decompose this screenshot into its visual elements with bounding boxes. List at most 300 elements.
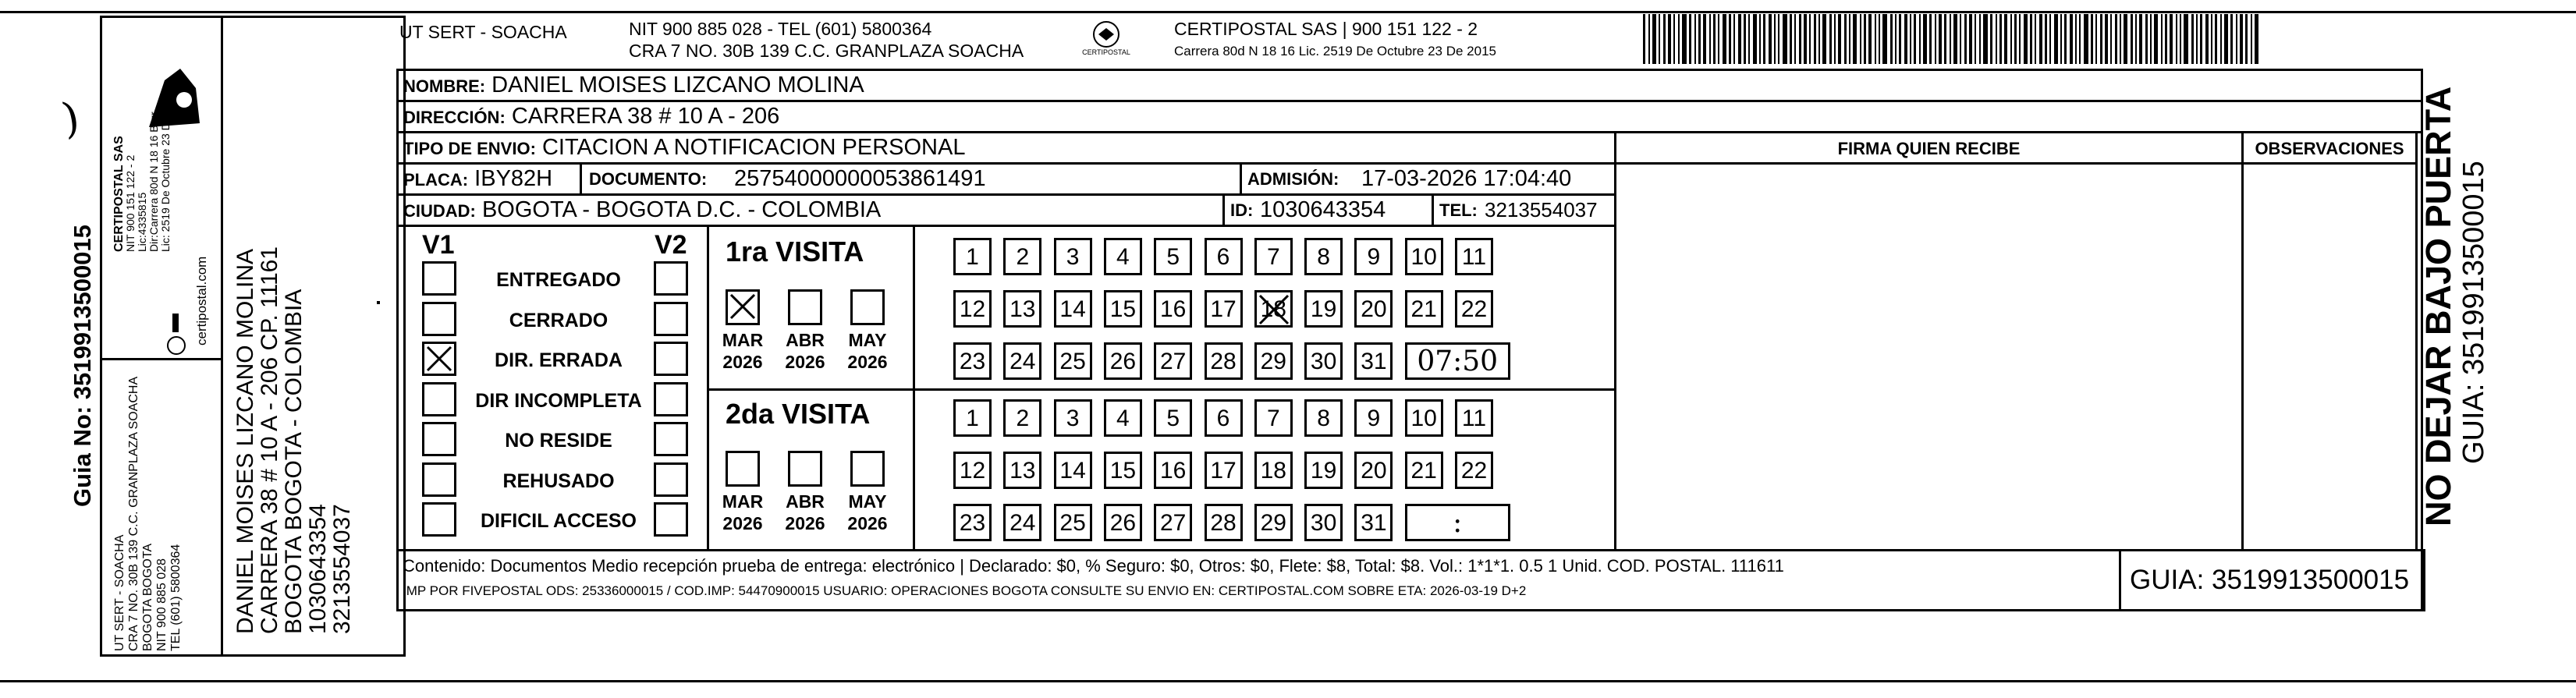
barcode-bar (2091, 14, 2093, 64)
barcode-bar (2075, 14, 2077, 64)
barcode-bar (1729, 14, 1731, 64)
day-box[interactable] (1003, 399, 1041, 437)
day-box[interactable] (1104, 238, 1142, 275)
tipo-label: TIPO DE ENVIO: (403, 139, 536, 158)
day-number: 6 (1216, 406, 1230, 431)
day-box[interactable] (1254, 238, 1293, 275)
barcode-bar (1979, 14, 1981, 64)
month-checkbox[interactable] (788, 451, 822, 487)
check-x-icon (729, 293, 756, 320)
day-box[interactable] (1405, 290, 1443, 328)
barcode-bar (2196, 14, 2198, 64)
stub-hline (102, 358, 221, 360)
barcode-bar (1875, 14, 1876, 64)
barcode-bar (2105, 14, 2108, 64)
placa-value: IBY82H (474, 166, 553, 191)
day-number: 25 (1059, 349, 1086, 374)
barcode-bar (2170, 14, 2173, 64)
time-box[interactable] (1405, 342, 1510, 380)
barcode-bar (2110, 14, 2112, 64)
day-box[interactable] (1154, 399, 1192, 437)
day-number: 2 (1016, 244, 1030, 270)
day-box[interactable] (1154, 290, 1192, 328)
barcode-bar (1990, 14, 1992, 64)
day-number: 9 (1367, 406, 1381, 431)
barcode-bar (1673, 14, 1675, 64)
barcode-bar (2251, 14, 2252, 64)
day-number: 1 (966, 244, 979, 270)
stub-divider (221, 18, 223, 654)
row-nombre (399, 71, 2421, 102)
month-checkbox[interactable] (850, 289, 885, 325)
day-number: 31 (1361, 510, 1387, 536)
day-box[interactable] (1154, 342, 1192, 380)
stub-block (100, 16, 406, 657)
day-number: 10 (1410, 244, 1437, 270)
day-box[interactable] (1405, 238, 1443, 275)
header-sender: UT SERT - SOACHA (399, 22, 567, 42)
admision-divider (1240, 165, 1242, 196)
barcode-bar (1923, 14, 1927, 64)
barcode-bar (1778, 14, 1779, 64)
status-option-label: DIR. ERRADA (495, 349, 623, 371)
stub-sender-line: BOGOTA BOGOTA (141, 543, 154, 651)
day-box[interactable] (1455, 452, 1493, 489)
day-box[interactable] (953, 238, 992, 275)
day-box[interactable] (953, 504, 992, 541)
firma-label: FIRMA QUIEN RECIBE (1837, 139, 2021, 158)
certipostal-lines (113, 108, 172, 252)
day-box[interactable] (1304, 399, 1343, 437)
header-company-line2: Carrera 80d N 18 16 Lic. 2519 De Octubre 23 De 2015 (1174, 44, 1496, 58)
barcode-bar (2150, 14, 2152, 64)
day-number: 17 (1210, 296, 1237, 322)
day-number: 24 (1009, 349, 1036, 374)
admision-label: ADMISIÓN: (1247, 169, 1339, 189)
day-box[interactable] (953, 290, 992, 328)
day-box[interactable] (1254, 504, 1293, 541)
day-box[interactable] (1104, 342, 1142, 380)
barcode-bar (1678, 14, 1680, 64)
day-box[interactable] (1003, 342, 1041, 380)
day-box[interactable] (1455, 290, 1493, 328)
barcode-bar (1774, 14, 1776, 64)
day-number: 24 (1009, 510, 1036, 536)
v1-label: V1 (422, 230, 455, 260)
barcode-bar (2184, 14, 2188, 64)
barcode-bar (1879, 14, 1880, 64)
day-number: 15 (1109, 296, 1137, 322)
status-v1-checkbox[interactable] (422, 502, 456, 537)
barcode-bar (1960, 14, 1961, 64)
day-box[interactable] (1054, 342, 1092, 380)
day-box[interactable] (1354, 290, 1393, 328)
barcode-bar (2161, 14, 2163, 64)
stub-web: certipostal.com (194, 256, 209, 345)
barcode-bar (1668, 14, 1671, 64)
barcode-bar (2049, 14, 2051, 64)
month-label: MAR (722, 330, 764, 350)
day-box[interactable] (1354, 504, 1393, 541)
stub-sender-line: CRA 7 NO. 30B 139 C.C. GRANPLAZA SOACHA (127, 376, 140, 651)
month-label: MAY (848, 330, 887, 350)
month-checkbox[interactable] (726, 451, 760, 487)
barcode-bar (2165, 14, 2167, 64)
footer-line1: Contenido: Documentos Medio recepción prueba de entrega: electrónico | Declarado: $0, % Seguro: $0, Otros: $0, Flete: $8, Total: $8. Vol.: 1*1*1. 0.5 1 Unid. COD. POSTAL. 111611 (403, 556, 1784, 576)
day-number: 2 (1016, 406, 1030, 431)
barcode-bar (2236, 14, 2237, 64)
footer-guia: GUIA: 3519913500015 (2130, 565, 2410, 595)
barcode-bar (2060, 14, 2062, 64)
day-box[interactable] (1254, 290, 1293, 328)
barcode-bar (1804, 14, 1807, 64)
placa-label: PLACA: (403, 170, 469, 190)
time-value: 07:50 (1417, 345, 1499, 377)
id-value: 1030643354 (1260, 197, 1386, 222)
day-box[interactable] (1154, 504, 1192, 541)
barcode-bar (1935, 14, 1936, 64)
documento-label: DOCUMENTO: (589, 169, 708, 189)
barcode-bar (2024, 14, 2028, 64)
month-year: 2026 (722, 513, 763, 533)
day-box[interactable] (1054, 452, 1092, 489)
day-number: 18 (1260, 458, 1286, 484)
barcode-bar (1964, 14, 1967, 64)
barcode-bar (2255, 14, 2258, 64)
check-x-icon (426, 345, 452, 372)
logo-text: CERTIPOSTAL (1082, 48, 1130, 56)
day-number: 21 (1410, 458, 1437, 484)
direccion-value: CARRERA 38 # 10 A - 206 (511, 104, 780, 129)
barcode-bar (1829, 14, 1832, 64)
barcode-bar (1648, 14, 1650, 64)
day-box[interactable] (1254, 399, 1293, 437)
barcode-bar (2120, 14, 2121, 64)
day-box[interactable] (1104, 452, 1142, 489)
documento-value: 25754000000053861491 (734, 166, 986, 191)
visit-month-divider (913, 227, 915, 549)
day-number: 8 (1317, 244, 1330, 270)
day-number: 23 (959, 349, 986, 374)
day-box[interactable] (1304, 452, 1343, 489)
visit-divider (709, 388, 1614, 391)
barcode-bar (1914, 14, 1916, 64)
status-v1-checkbox[interactable] (422, 261, 456, 296)
barcode-bar (1860, 14, 1861, 64)
status-option-label: DIFICIL ACCESO (480, 510, 637, 532)
day-box[interactable] (1205, 290, 1243, 328)
stub-recipient-line: DANIEL MOISES LIZCANO MOLINA (232, 249, 258, 634)
row-tipo (399, 133, 1614, 165)
status-v2-checkbox[interactable] (654, 342, 688, 376)
barcode-bar (2191, 14, 2194, 64)
day-box[interactable] (1205, 452, 1243, 489)
month-year: 2026 (847, 513, 888, 533)
admision-value: 17-03-2026 17:04:40 (1361, 166, 1572, 191)
day-number: 30 (1310, 349, 1337, 374)
status-v1-checkbox[interactable] (422, 462, 456, 497)
barcode-bar (1999, 14, 2002, 64)
day-number: 6 (1216, 244, 1230, 270)
day-number: 14 (1059, 458, 1086, 484)
barcode-bar (1703, 14, 1706, 64)
barcode-bar (1748, 14, 1750, 64)
day-box[interactable] (1354, 342, 1393, 380)
day-number: 7 (1266, 244, 1280, 270)
top-rule (0, 11, 2576, 13)
day-number: 26 (1109, 510, 1137, 536)
day-number: 29 (1260, 349, 1286, 374)
status-v2-checkbox[interactable] (654, 261, 688, 296)
day-box[interactable] (1205, 238, 1243, 275)
guia-no-vertical: Guia No: 3519913500015 (69, 225, 96, 507)
day-number: 25 (1059, 510, 1086, 536)
barcode-bar (2240, 14, 2243, 64)
day-number: 11 (1461, 244, 1487, 270)
tipo-value: CITACION A NOTIFICACION PERSONAL (541, 135, 966, 160)
status-v2-checkbox[interactable] (654, 422, 688, 456)
day-box[interactable] (1205, 342, 1243, 380)
stub-cert-line: Lic: 2519 De Octubre 23 De 2 (159, 107, 172, 252)
barcode-bar (2004, 14, 2007, 64)
day-number: 19 (1310, 458, 1337, 484)
barcode-bar (2224, 14, 2228, 64)
barcode-bar (2211, 14, 2212, 64)
month-checkbox[interactable] (850, 451, 885, 487)
ciudad-value: BOGOTA - BOGOTA D.C. - COLOMBIA (481, 197, 882, 222)
barcode-bar (1834, 14, 1836, 64)
barcode-bar (1868, 14, 1872, 64)
barcode-bar (1763, 14, 1765, 64)
status-v1-checkbox[interactable] (422, 382, 456, 416)
firma-column (1614, 133, 1616, 549)
barcode-bar (1794, 14, 1796, 64)
barcode-bar (2154, 14, 2158, 64)
barcode-bar (1910, 14, 1911, 64)
footer-line2: IMP POR FIVEPOSTAL ODS: 25336000015 / COD.IMP: 54470900015 USUARIO: OPERACIONES BOGOTA CONSULTE SU ENVIO EN: CERTIPOSTAL.COM SOBRE ETA: 2026-03-19 D+2 (403, 583, 1527, 598)
day-box[interactable] (1054, 504, 1092, 541)
day-box[interactable] (1154, 452, 1192, 489)
day-number: 13 (1009, 458, 1036, 484)
id-label: ID: (1230, 200, 1254, 220)
stub-recipient-line: BOGOTA BOGOTA - COLOMBIA (281, 289, 307, 634)
barcode-bar (1996, 14, 1997, 64)
day-box[interactable] (953, 399, 992, 437)
barcode-bar (1895, 14, 1897, 64)
status-option-label: NO RESIDE (505, 430, 612, 452)
barcode-bar (2054, 14, 2058, 64)
day-number: 22 (1460, 296, 1488, 322)
visit1-title: 1ra VISITA (726, 236, 864, 268)
day-box[interactable] (1304, 290, 1343, 328)
day-box[interactable] (1104, 290, 1142, 328)
day-box[interactable] (953, 452, 992, 489)
barcode-bar (1652, 14, 1656, 64)
stub-small-logo-icon (165, 310, 188, 357)
tel-label: TEL: (1439, 200, 1478, 220)
day-number: 7 (1266, 406, 1280, 431)
day-box[interactable] (1003, 290, 1041, 328)
barcode (1641, 14, 2266, 64)
day-number: 13 (1009, 296, 1036, 322)
status-v1-checkbox[interactable] (422, 302, 456, 336)
barcode-bar (2230, 14, 2233, 64)
barcode-bar (1983, 14, 1988, 64)
time-box[interactable] (1405, 504, 1510, 541)
observaciones-label: OBSERVACIONES (2255, 139, 2404, 158)
stub-sender-line: NIT 900 885 028 (155, 558, 169, 651)
visit2-title: 2da VISITA (726, 398, 871, 430)
status-option-label: CERRADO (509, 309, 609, 331)
day-box[interactable] (1205, 399, 1243, 437)
barcode-bar (1849, 14, 1850, 64)
barcode-bar (2145, 14, 2148, 64)
barcode-bar (1838, 14, 1841, 64)
barcode-bar (1950, 14, 1951, 64)
firma-header-line (1614, 162, 2418, 165)
month-checkbox[interactable] (726, 289, 760, 325)
status-v2-checkbox[interactable] (654, 302, 688, 336)
barcode-bar (1744, 14, 1746, 64)
day-box[interactable] (1104, 504, 1142, 541)
time-value: : (1453, 507, 1463, 539)
day-box[interactable] (953, 342, 992, 380)
barcode-bar (1659, 14, 1660, 64)
direccion-label: DIRECCIÓN: (403, 108, 506, 127)
status-option-label: REHUSADO (502, 469, 615, 492)
barcode-bar (2215, 14, 2217, 64)
stub-recipient-line: CARRERA 38 # 10 A - 206 CP. 11161 (257, 246, 282, 634)
stub-recipient-line: 3213554037 (329, 504, 355, 634)
barcode-bar (2205, 14, 2209, 64)
barcode-bar (1929, 14, 1932, 64)
barcode-bar (1853, 14, 1857, 64)
status-option-label: ENTREGADO (496, 269, 621, 291)
day-box[interactable] (1003, 452, 1041, 489)
row-direccion (399, 102, 2421, 133)
day-box[interactable] (1054, 399, 1092, 437)
barcode-bar (1689, 14, 1691, 64)
day-number: 4 (1116, 406, 1130, 431)
barcode-bar (1790, 14, 1792, 64)
nombre-label: NOMBRE: (403, 76, 486, 96)
bottom-rule (0, 680, 2576, 682)
day-box[interactable] (1405, 399, 1443, 437)
barcode-bar (1783, 14, 1787, 64)
day-box[interactable] (1304, 342, 1343, 380)
day-box[interactable] (1205, 504, 1243, 541)
month-year: 2026 (785, 352, 825, 372)
barcode-bar (1723, 14, 1726, 64)
barcode-bar (2019, 14, 2021, 64)
day-number: 3 (1066, 244, 1080, 270)
day-number: 21 (1410, 296, 1437, 322)
month-label: MAR (722, 491, 764, 512)
barcode-bar (2070, 14, 2073, 64)
day-box[interactable] (1455, 399, 1493, 437)
barcode-bar (1814, 14, 1816, 64)
barcode-bar (1733, 14, 1735, 64)
barcode-bar (1953, 14, 1957, 64)
status-v2-checkbox[interactable] (654, 462, 688, 497)
day-number: 17 (1210, 458, 1237, 484)
barcode-bar (1682, 14, 1687, 64)
status-v1-checkbox[interactable] (422, 342, 456, 376)
stub-cert-line: Lic:4335815 (136, 192, 148, 252)
barcode-bar (1799, 14, 1801, 64)
barcode-bar (2131, 14, 2133, 64)
day-box[interactable] (1104, 399, 1142, 437)
day-number: 4 (1116, 244, 1130, 270)
day-box[interactable] (1304, 504, 1343, 541)
recipient-lines (233, 246, 354, 634)
day-number: 5 (1166, 244, 1180, 270)
day-number: 30 (1310, 510, 1337, 536)
obs-right-column (2415, 133, 2418, 549)
day-box[interactable] (1054, 238, 1092, 275)
id-divider (1222, 196, 1225, 227)
barcode-bar (1753, 14, 1757, 64)
status-v1-checkbox[interactable] (422, 422, 456, 456)
day-number: 12 (959, 296, 986, 322)
barcode-bar (1975, 14, 1976, 64)
barcode-bar (2180, 14, 2181, 64)
day-box[interactable] (1354, 452, 1393, 489)
day-number: 10 (1410, 406, 1437, 431)
barcode-bar (2245, 14, 2248, 64)
day-number: 20 (1361, 458, 1387, 484)
barcode-bar (1882, 14, 1887, 64)
month-checkbox[interactable] (788, 289, 822, 325)
day-number: 11 (1461, 406, 1487, 431)
day-box[interactable] (1254, 342, 1293, 380)
status-v2-checkbox[interactable] (654, 502, 688, 537)
barcode-bar (2176, 14, 2177, 64)
day-box[interactable] (1354, 238, 1393, 275)
day-box[interactable] (1405, 452, 1443, 489)
day-number: 16 (1160, 296, 1187, 322)
stub-sender-line: UT SERT - SOACHA (113, 534, 126, 651)
status-v2-checkbox[interactable] (654, 382, 688, 416)
barcode-bar (1718, 14, 1719, 64)
dot-mark (377, 301, 380, 304)
day-box[interactable] (1003, 504, 1041, 541)
barcode-bar (1864, 14, 1866, 64)
day-box[interactable] (1054, 290, 1092, 328)
header-company-line1: CERTIPOSTAL SAS | 900 151 122 - 2 (1174, 19, 1478, 39)
day-box[interactable] (1354, 399, 1393, 437)
day-number: 22 (1460, 458, 1488, 484)
month-label: ABR (786, 491, 825, 512)
day-box[interactable] (1455, 238, 1493, 275)
day-number: 1 (966, 406, 979, 431)
header-nit-line2: CRA 7 NO. 30B 139 C.C. GRANPLAZA SOACHA (629, 41, 1024, 61)
day-box[interactable] (1254, 452, 1293, 489)
day-number: 23 (959, 510, 986, 536)
obs-column (2241, 133, 2244, 549)
day-box[interactable] (1154, 238, 1192, 275)
day-number: 3 (1066, 406, 1080, 431)
day-number: 9 (1367, 244, 1381, 270)
day-box[interactable] (1304, 238, 1343, 275)
month-year: 2026 (722, 352, 763, 372)
v2-label: V2 (655, 230, 687, 260)
day-number: 28 (1210, 510, 1237, 536)
stub-sender-line: TEL (601) 5800364 (169, 544, 183, 651)
barcode-bar (2010, 14, 2012, 64)
day-box[interactable] (1003, 238, 1041, 275)
barcode-bar (1694, 14, 1696, 64)
